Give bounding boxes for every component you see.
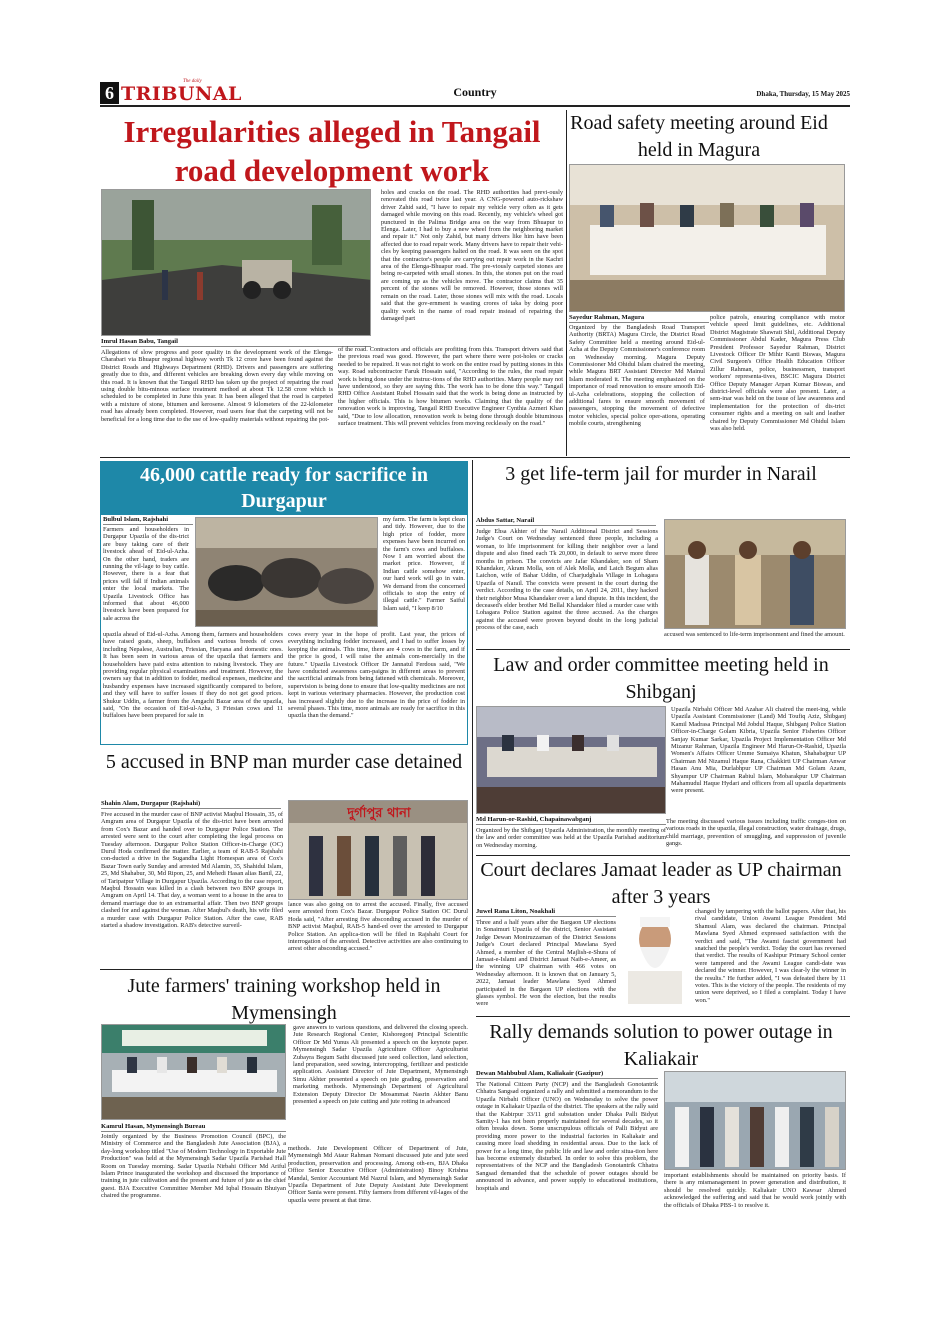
body-cattle-col1a: Farmers and householders in Durgapur Upazila of the dis-trict are busy taking care of their livestock ahead of Eid-ul-Azha. On the other hand, traders are running the vil-lage to buy cattle. However, there is a fear that prices will fall if Indian animals enter the local markets. The Upazila Livestock Office has informed that about 46,000 livestock have been prepared for sale across the <box>103 526 189 622</box>
photo-bnp-detained <box>288 800 468 900</box>
credit-jute: Kamrul Hasan, Mymensingh Bureau <box>101 1123 286 1132</box>
body-tangail-col2a: holes and cracks on the road. The RHD authorities had previ-ously renovated this road twice last year. A CNG-powered auto-rickshaw driver Zahid said, "I have to repair my vehicle very often as it gets damaged while moving on this road. Recently, my vehicle's wheel got punctured in the Palima Bridge area on the way from Bhuapur to Elenga. Later, I had to buy a new wheel from the neighboring market and repair it." Not only Zahid, but many drivers like him have been affected due to road repair work. Many drivers have to repair their vehi-cles by keeping passengers halted on the road. It was seen on the spot that the contractor's people are carrying out repair work in the Kachri area of the Elenga-Bhuapur road. The pre-viously carpeted stones are being re-carpeted with small stones. In this, the stones put on the road are coming up as the vehicles move. The contractor claims that 35 percent of the stones will be removed. However, those stones will remain on the road. Later, those stones will mix with the road. Locals said that the gov-ernment is wasting crores of taka by doing poor quality work in the name of road repair instead of repairing the damaged part <box>381 189 563 322</box>
body-magura-col1: Organized by the Bangladesh Road Transport Authority (BRTA) Magura Circle, the District Road Safety Committee held a meeting around Eid-ul-Azha at the Deputy Commissioner's conference room on Wednesday morning. Magura Deputy Commissioner Md Ohidul Islam chaired the meeting, while Magura BRT Assistant Director Md Mainul Islam moderated it. The meeting emphasized on the importance of road renovation to ensure smooth Eid-ul-Azha celebrations, stopping the collection of additional fares to ensure smooth movement of passengers, stopping the movement of defective motor vehicles, special police oper-ations, operating mobile courts, strengthening <box>569 324 705 428</box>
headline-narail: 3 get life-term jail for murder in Narail <box>505 463 817 485</box>
page-header <box>100 80 850 108</box>
body-jute-col2a: gave answers to various questions, and delivered the closing speech. Jute Research Regional Center, Kishoregonj Principal Scientific Officer Dr Md Yunus Ali presented a speech on the keynote paper. Mymensingh Sadar Upazila Agriculture Officer Agriculturist Zubayra Begum Sathi discussed jute seed collection, land selection, land preparation, seed sowing, intercropping, fertilizer and pesticide application. Assistant Director of Jute Department, Mymensingh Simu Akhter presented a speech on jute grading, preservation and marketing methods. Mymensingh Department of Agricultural Extension Deputy Director Dr Mosammat Nasrin Akhter Banu presented a speech on jute cutting and jute rotting in advanced <box>293 1024 468 1106</box>
headline-shibganj: Law and order committee meeting held in Shibganj <box>493 654 829 703</box>
body-jute-col2b: methods. Jute Development Officer of Department of Jute, Mymensingh Md Ataur Rahman Nomani discussed jute and jute seed production, preservation and processing. Among oth-ers, BJA Dhaka Office Senior Executive Officer (Administration) Binoy Krishna Mandal, Senior Accountant Md Nazrul Islam, and Mymensingh Sadar Upazila Department of Jute Deputy Assistant Jute Development Officer Sania were present. Fifty farmers from different vil-lages of the upazila were present at that time. <box>288 1145 468 1204</box>
credit-bnp: Shahin Alam, Durgapur (Rajshahi) <box>101 800 281 809</box>
body-kaliakair-col1: The National Citizen Party (NCP) and the Bangladesh Gonotantrik Chhatra Sangsad organized a rally and submitted a memorandum to the Upazila Nirbahi Officer (UNO) on Wednesday to solve the power outage in Kaliakair Upazila of the district. The speakers at the rally said that the Kabirpur 33/11 grid substation under Dhaka Palli Bidyut Samity-1 has not been properly maintained for several decades, so it often breaks down. Some unscrupulous officials of Palli Bidyut are providing more power to the industrial factories in Kaliakair and causing more load shedding in residential areas. Due to the lack of power for a long time, the public life and law and order situa-tion here has become extremely disturbed. In order to solve this problem, the representatives of the NCP and the Bangladesh Gonotantrik Chhatra Sangsad demanded that the schedule of power outages should be announced in advance, and power supply to educational institutions, hospitals and <box>476 1081 658 1192</box>
credit-shibganj: Md Harun-or-Rashid, Chapainawabganj <box>476 816 666 825</box>
body-cattle-col1b: upazila ahead of Eid-ul-Azha. Among them, farmers and householders have raised goats, sheep, buffaloes and various breeds of cows including Nepalese, Australian, Friesian, Haryana and domestic ones. It has been seen in various areas of the upazila that farmers and householders have paid extra attention to raising livestock. They are providing regular physical examinations and treatment. However, the owners say that in addition to fodder, medical expenses, medicine and husbandry expenses have increased significantly compared to before, and they will have to suffer losses if they do not get good prices. Shukur Uddin, a farmer from the Amgachi Bazar area of the upazila, said, "On the occasion of Eid-ul-Azha, 3 Friesian cows and 11 buffaloes have been prepared for sale in <box>103 631 283 720</box>
divider-v-top <box>566 110 567 456</box>
court-image <box>665 520 846 629</box>
divider-h-1 <box>100 457 850 458</box>
portrait-image <box>620 909 690 1004</box>
body-jute-col1: Jointly organized by the Business Promotion Council (BPC), the Ministry of Commerce and the Bangladesh Jute Association (BJA), a day-long workshop titled "Use of Modern Technology in Exportable Jute Production" was held at the Mymensingh Sadar Upazila Parishad Hall Room on Tuesday morning. Sadar Upazila Nirbahi Officer Md Ariful Islam Prince inaugurated the workshop and discussed the importance of training in jute cultivation and the present and future of jute as the chief guest. BJA Executive Committee Member Md Iqbal Hossain Bhuiyan chaired the programme. <box>101 1133 286 1200</box>
body-cattle-col2a: my farm. The farm is kept clean and tidy. However, due to the high price of fodder, more expenses have been incurred on the farm's cows and buffaloes. Now I am worried about the market price. However, if Indian cattle somehow enter, our hard work will go in vain. We demand from the concerned officials to stop the entry of illegal cattle." Farmer Saiful Islam said, "I keep 8/10 <box>383 516 465 612</box>
logo-text: TRIBUNAL <box>121 83 242 105</box>
rally-image <box>665 1072 846 1170</box>
credit-cattle: Bulbul Islam, Rajshahi <box>103 516 193 525</box>
headline-kaliakair: Rally demands solution to power outage in Kaliakair <box>489 1021 833 1070</box>
body-bnp-col2: lance was also going on to arrest the accused. Finally, five accused were arrested from Cox's Bazar. Durgapur Police Station OC Durul Hoda said, "After arresting five absconding accused in the murder of BNP activist Maqbul, RAB-5 hand-ed over the arrested to Durgapur Police Station. An applica-tion will be filed in Rajshahi Court for interrogation of the arrested. Detective activities are also continuing to arrest other absconding accused." <box>288 901 468 953</box>
cattle-headline-box <box>100 461 468 514</box>
photo-magura-meeting <box>569 164 845 312</box>
dateline: Dhaka, Thursday, 15 May 2025 <box>756 90 850 98</box>
divider-h-jamaat <box>476 1016 850 1017</box>
auditorium-image <box>477 707 666 814</box>
photo-road-repair <box>101 189 371 336</box>
workshop-image <box>102 1025 286 1120</box>
credit-narail: Abdus Sattar, Narail <box>476 517 656 526</box>
photo-jute-workshop <box>101 1024 286 1120</box>
section-name: Country <box>453 85 497 99</box>
body-magura-col2: police patrols, ensuring compliance with motor vehicle speed limit guidelines, etc. Additional District Magistrate Shawrati Shil, Additional Deputy Commissioner Abdul Kader, Magura Press Club President Professor Sayedur Rahman, District Livestock Officer Dr Mihir Kanti Biswas, Magura Civil Surgeon's Office Health Education Officer Zillur Rahman, police, businessmen, transport workers' representa-tives, BSCIC Magura District Office Deputy Manager Arpan Kumar Biswas, and district-level officials were also present. Later, a sem-inar was held on the issue of law awareness and implementation for the protection of dis-trict consumer rights and a meeting on salt and leather chaired by Deputy Commissioner Md Ohidul Islam was also held. <box>710 314 845 433</box>
body-narail-col2: accused was sentenced to life-term imprisonment and fined the amount. <box>664 631 845 638</box>
photo-narail-court <box>664 519 846 629</box>
body-kaliakair-col2: important establishments should be maintained on priority basis. If there is any mismanagement in power generation and distribution, it should be resolved quickly. Kaliakair UNO Kawsar Ahmed acknowledged the suffering and said that he would work jointly with the officials of Dhaka PBS-1 to resolve it. <box>664 1172 846 1209</box>
masthead-logo <box>121 80 251 106</box>
page-number: 6 <box>100 82 119 104</box>
photo-cattle-farm <box>195 517 378 627</box>
header-rule <box>100 105 850 107</box>
cattle-image <box>196 518 378 627</box>
body-tangail-col2b: of the road. Contractors and officials are profiting from this. Transport drivers said that the previous road was good. However, the part where there were pot-holes or cracks needed to be repaired. It was not right to work on the entire road by putting stones in this way. Road subcontractor Faruk Hossain said, "According to the rules, the road repair work is being done under the instruc-tions of the RHD authorities. Many people may not have understood, so they are saying this. The work has to be done this way." Tangail RHD Office Assistant Rubel Hossain said that the work is being done as instructed by the higher officials. This is how bitumen works. Claiming that the quality of the renovation work is improving, Tangail RHD Executive Engineer Cynthia Azmeri Khan said, "Due to low allocation, renovation work is being done through double bituminous surface treatment. This will prevent vehicles from moving recklessly on the road." <box>338 346 563 428</box>
divider-h-bnp <box>100 969 472 970</box>
photo-kaliakair-rally <box>664 1071 846 1170</box>
road-repair-image <box>102 190 371 336</box>
credit-magura: Sayedur Rahman, Magura <box>569 314 709 323</box>
body-narail-col1: Judge Ehsa Akhter of the Narail Additional District and Sessions Judge's Court on Wednesday sentenced three people, including a woman, to life imprisonment for killing their neighbor over a land dispute and also fined each Tk 20,000, in default to serve more three months in prison. The convicts are Jafar Khandaker, son of Sham Khandaker, Akram Molla, son of Alek Molla, and Laich Begum alias Laichon, wife of Bahar Uddin, of Charjudghala Village in Lohagara Upazila of Narail. The convicts were present in the court during the verdict. According to the case details, on April 24, 2011, they hacked their neighbor Musa Khandaker over a land dispute. In this incident, the deceased's elder brother Md Bellal Khandaker filed a murder case with Lohagara Police Station against the three accused. As the charges against the accused were proven beyond doubt in the long judicial process of the case, each <box>476 528 658 632</box>
body-cattle-col2b: cows every year in the hope of profit. Last year, the prices of everything including fodder increased, and I had to suffer losses by keeping the animals. This time, there are 4 cows in the farm, and if the price is good, I will raise the animals com-mercially in the future." Upazila Livestock Officer Dr Jannatul Ferdous said, "We have conducted awareness cam-paigns in different areas to prevent the sacrificial animals from being fattened with chemicals. Moreover, supervision is being done to ensure that low-quality medicines are not kept in various veterinary pharmacies. However, the production cost has increased slightly due to the increase in the price of fodder in several phases. This time, more animals are ready for sacrifice in this upazila than the demand." <box>288 631 465 720</box>
photo-shibganj-meeting <box>476 706 666 814</box>
credit-tangail: Imrul Hasan Babu, Tangail <box>101 338 371 347</box>
divider-h-shibganj <box>476 855 850 856</box>
body-shibganj-col2b: The meeting discussed various issues including traffic conges-tion on various roads in the upazila, illegal construction, water drainage, drugs, child marriage, prevention of smuggling, and suppression of juvenile gangs. <box>666 818 846 848</box>
body-jamaat-col1: Three and a half years after the Bargaon UP elections in Sonaimuri Upazila of the district, Senior Assistant Judge Dewan Moniruzzaman of the District Sessions Judge's Court declared Principal Mawlana Syed Ahmed, a member of the Central Majlish-e-Shura of Jamaat-e-Islami and District Jamaat Naib-e-Ameer, as the winning UP chairman with 466 votes on Wednesday afternoon. It is known that on January 5, 2022, Jamaat leader Mawlana Syed Ahmed participated in the Bargaon UP elections with the glasses symbol. He won the election, but the results were <box>476 919 616 1008</box>
body-tangail-col1: Allegations of slow progress and poor quality in the development work of the Elenga-Charabari via Bhuapur regional highway worth Tk 12 crore have been found against the District Roads and Highways Department (RHD). Drivers and passengers are suffering greatly due to this, and different vehicles are breaking down every day while moving on this road. It is known that the Tangail RHD has taken up the project of repairing the road using double bitu-minous surface treatment method at about Tk 12.58 crore which is scheduled to be completed in June this year. It has been alleged that the road is carpeted with a mixture of stone, bitumen and kerosene. Almost 9 kilometers of the 22-kilometer road has already been completed. However, road users fear that the carpeting will not be beneficial for a long time due to the use of low-quality materials without repairing the pot- <box>101 349 333 423</box>
logo-tagline: The daily <box>183 79 202 84</box>
photo-jamaat-leader <box>620 909 690 1004</box>
headline-cattle: 46,000 cattle ready for sacrifice in Durgapur <box>139 464 429 512</box>
body-bnp-col1: Five accused in the murder case of BNP activist Maqbul Hossain, 35, of Amgram area of Durgapur Upazila of the dis-trict have been arrested from Cox's Bazar and handed over to Durgapur Police Station. The arrested were sent to the court after completing the legal process on Tuesday afternoon. Durgapur Police Station Officer-in-Charge (OC) Durul Hoda confirmed the matter. Earlier, a team of RAB-5 Rajshahi con-ducted a drive in the Sugandha Light Homespan area of Cox's Bazar Town early Sunday and arrested Md Alamin, 35, Shahidul Islam, 25, Md Shahabur, 30, Md Ripon, 25, and Mehedi Hasan alias Banil, 22, of Taripatpur Village in Durgapur Upazila. According to the case report, Maqbul Hossain was killed in a clash between two BNP groups in Amgram on April 14. That day, a woman went to a house in the area to demand marriage due to an extramarital affair. Then two BNP groups clashed for and against the woman. After Maqbul's death, his wife filed a murder case with Durgapur Police Station. After the case, RAB started a shadow investigation. RAB's detective surveil- <box>101 811 283 930</box>
body-jamaat-col2: changed by tampering with the ballot papers. After that, his rival candidate, Union Awami League President Md Shamsul Alam, was declared the chairman. Principal Mawlana Syed Ahmed expressed satisfaction with the verdict and said, "The Awami fascist government had snatched the people's verdict. Today the court has reversed that verdict. The results of Kashipur Primary School center were tampered and the Awami League candi-date was declared the winner. However, I was clear-ly the winner in the results." He further added, "I was defeated there by 11 votes. This is the victory of the people. The residents of my union were deprived, so I filed a complaint. Today I have won." <box>695 908 846 1004</box>
divider-v-mid1 <box>472 460 473 970</box>
credit-jamaat: Juwel Rana Liton, Noakhali <box>476 908 616 917</box>
headline-jamaat: Court declares Jamaat leader as UP chairman after 3 years <box>480 859 842 908</box>
body-shibganj-col2a: Upazila Nirbahi Officer Md Azahar Ali chaired the meet-ing, while Upazila Assistant Commissioner (Land) Md Toufiq Aziz, Shibganj Kamil Madrasa Principal Md Jobdul Haque, Shibganj Police Station Officer-in-Charge Golam Kibria, Upazila Senior Fisheries Officer Sanjay Kumar Sarkar, Upazila Project Implementation Officer Md Mizanur Rahman, Upazila Engineer Md Harun-Or-Rashid, Upazila Women's Affairs Officer Umme Sumaiya Khatun, Shahabajpur UP Chairman Md Nizamul Haque Rana, Chakkirti UP Chairman Anwar Hasan Anu Mia, Durlabhpur UP Chairman Md Golam Azam, Shyampur UP Chairman Rabiul Islam, Mobarakpur UP Chairman Mahamudul Haque Hydari and officers from all upazila departments were present. <box>671 706 846 795</box>
meeting-room-image <box>570 165 845 312</box>
divider-h-narail <box>476 649 850 650</box>
credit-kaliakair: Dewan Mahbubul Alam, Kaliakair (Gazipur) <box>476 1070 658 1079</box>
headline-jute: Jute farmers' training workshop held in Mymensingh <box>127 975 441 1024</box>
headline-magura: Road safety meeting around Eid held in Magura <box>570 112 828 161</box>
headline-tangail: Irregularities alleged in Tangail road development work <box>123 114 541 188</box>
police-station-sign: দুর্গাপুর থানা <box>347 806 411 821</box>
body-shibganj-col1: Organized by the Shibganj Upazila Administration, the monthly meeting of the law and order committee was held at the Upazila Parishad auditorium on Wednesday morning. <box>476 827 666 849</box>
headline-bnp: 5 accused in BNP man murder case detained <box>105 751 463 773</box>
